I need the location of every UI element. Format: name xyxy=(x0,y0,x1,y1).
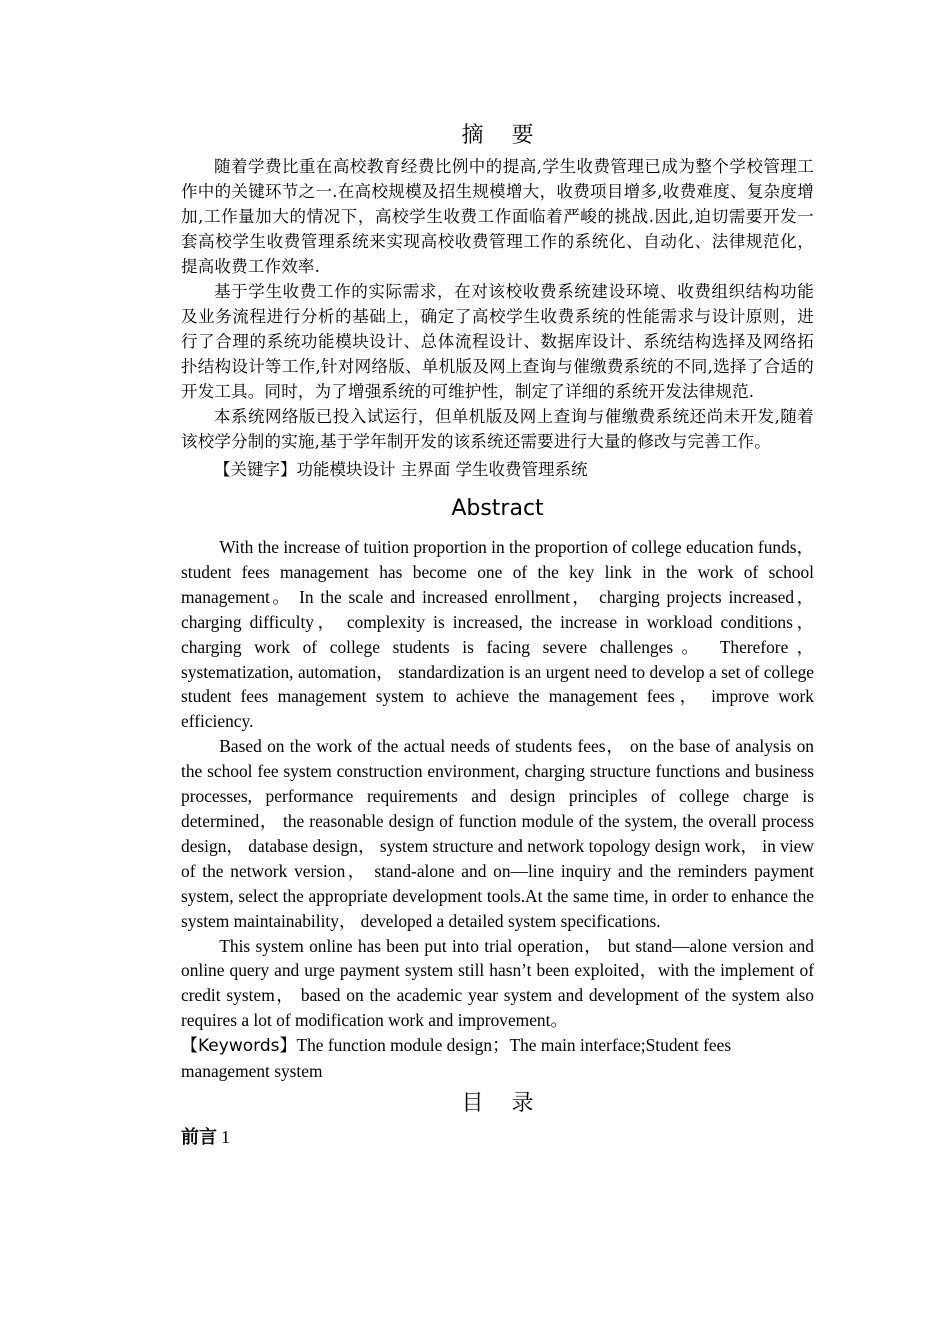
abstract-cn-paragraph-2: 基于学生收费工作的实际需求，在对该校收费系统建设环境、收费组织结构功能及业务流程进行分析的基础上，确定了高校学生收费系统的性能需求与设计原则，进行了合理的系统功能模块设计、总体流程设计、数据库设计、系统结构选择及网络拓扑结构设计等工作,针对网络版、单机版及网上查询与催缴费系统的不同,选择了合适的开发工具。同时，为了增强系统的可维护性，制定了详细的系统开发法律规范. xyxy=(181,282,814,401)
abstract-cn-paragraph-3: 本系统网络版已投入试运行，但单机版及网上查询与催缴费系统还尚未开发,随着该校学分制的实施,基于学年制开发的该系统还需要进行大量的修改与完善工作。 xyxy=(181,407,814,451)
abstract-en-title: Abstract xyxy=(451,496,544,521)
abstract-cn-keywords-label: 【关键字】 xyxy=(214,460,297,479)
toc-entry-label: 前言 xyxy=(181,1126,217,1148)
toc-title: 目 录 xyxy=(461,1090,534,1116)
abstract-cn-paragraph-1: 随着学费比重在高校教育经费比例中的提高,学生收费管理已成为整个学校管理工作中的关键环节之一.在高校规模及招生规模增大，收费项目增多,收费难度、复杂度增加,工作量加大的情况下，高校学生收费工作面临着严峻的挑战.因此,迫切需要开发一套高校学生收费管理系统来实现高校收费管理工作的系统化、自动化、法律规范化，提高收费工作效率. xyxy=(181,157,814,276)
toc-entry[interactable] xyxy=(181,1122,814,1153)
page-content xyxy=(181,118,814,1153)
abstract-en-keywords xyxy=(181,1033,814,1084)
toc-entry-page: 1 xyxy=(221,1126,230,1147)
abstract-cn-keywords xyxy=(181,457,814,482)
abstract-cn-keywords-text: 功能模块设计 主界面 学生收费管理系统 xyxy=(296,460,588,479)
abstract-cn-title: 摘 要 xyxy=(461,123,534,148)
abstract-en-paragraph-3: This system online has been put into trial operation， but stand—alone version and online query and urge payment system still hasn’t been exploited，with the implement of credit system， based on the academic year system and development of the system also requires a lot of modification work and improvement。 xyxy=(181,935,814,1031)
abstract-en-keywords-label: 【Keywords】 xyxy=(181,1036,297,1057)
abstract-en-paragraph-1: With the increase of tuition proportion in the proportion of college education funds， student fees management has become one of the key link in the work of school management。 In the scale and increased enrollment， charging projects increased， charging difficulty， complexity is increased, the increase in workload conditions， charging work of college students is facing severe challenges。 Therefore， systematization, automation， standardization is an urgent need to develop a set of college student fees management system to achieve the management fees， improve work efficiency. xyxy=(181,537,814,732)
abstract-en-keywords-text: The function module design；The main interface;Student fees management system xyxy=(181,1035,732,1082)
abstract-en-paragraph-2: Based on the work of the actual needs of students fees， on the base of analysis on the school fee system construction environment, charging structure functions and business processes, performance requirements and design principles of college charge is determined， the reasonable design of function module of the system, the overall process design， database design， system structure and network topology design work， in view of the network version， stand-alone and on—line inquiry and the reminders payment system, select the appropriate development tools.At the same time, in order to enhance the system maintainability， developed a detailed system specifications. xyxy=(181,736,814,931)
